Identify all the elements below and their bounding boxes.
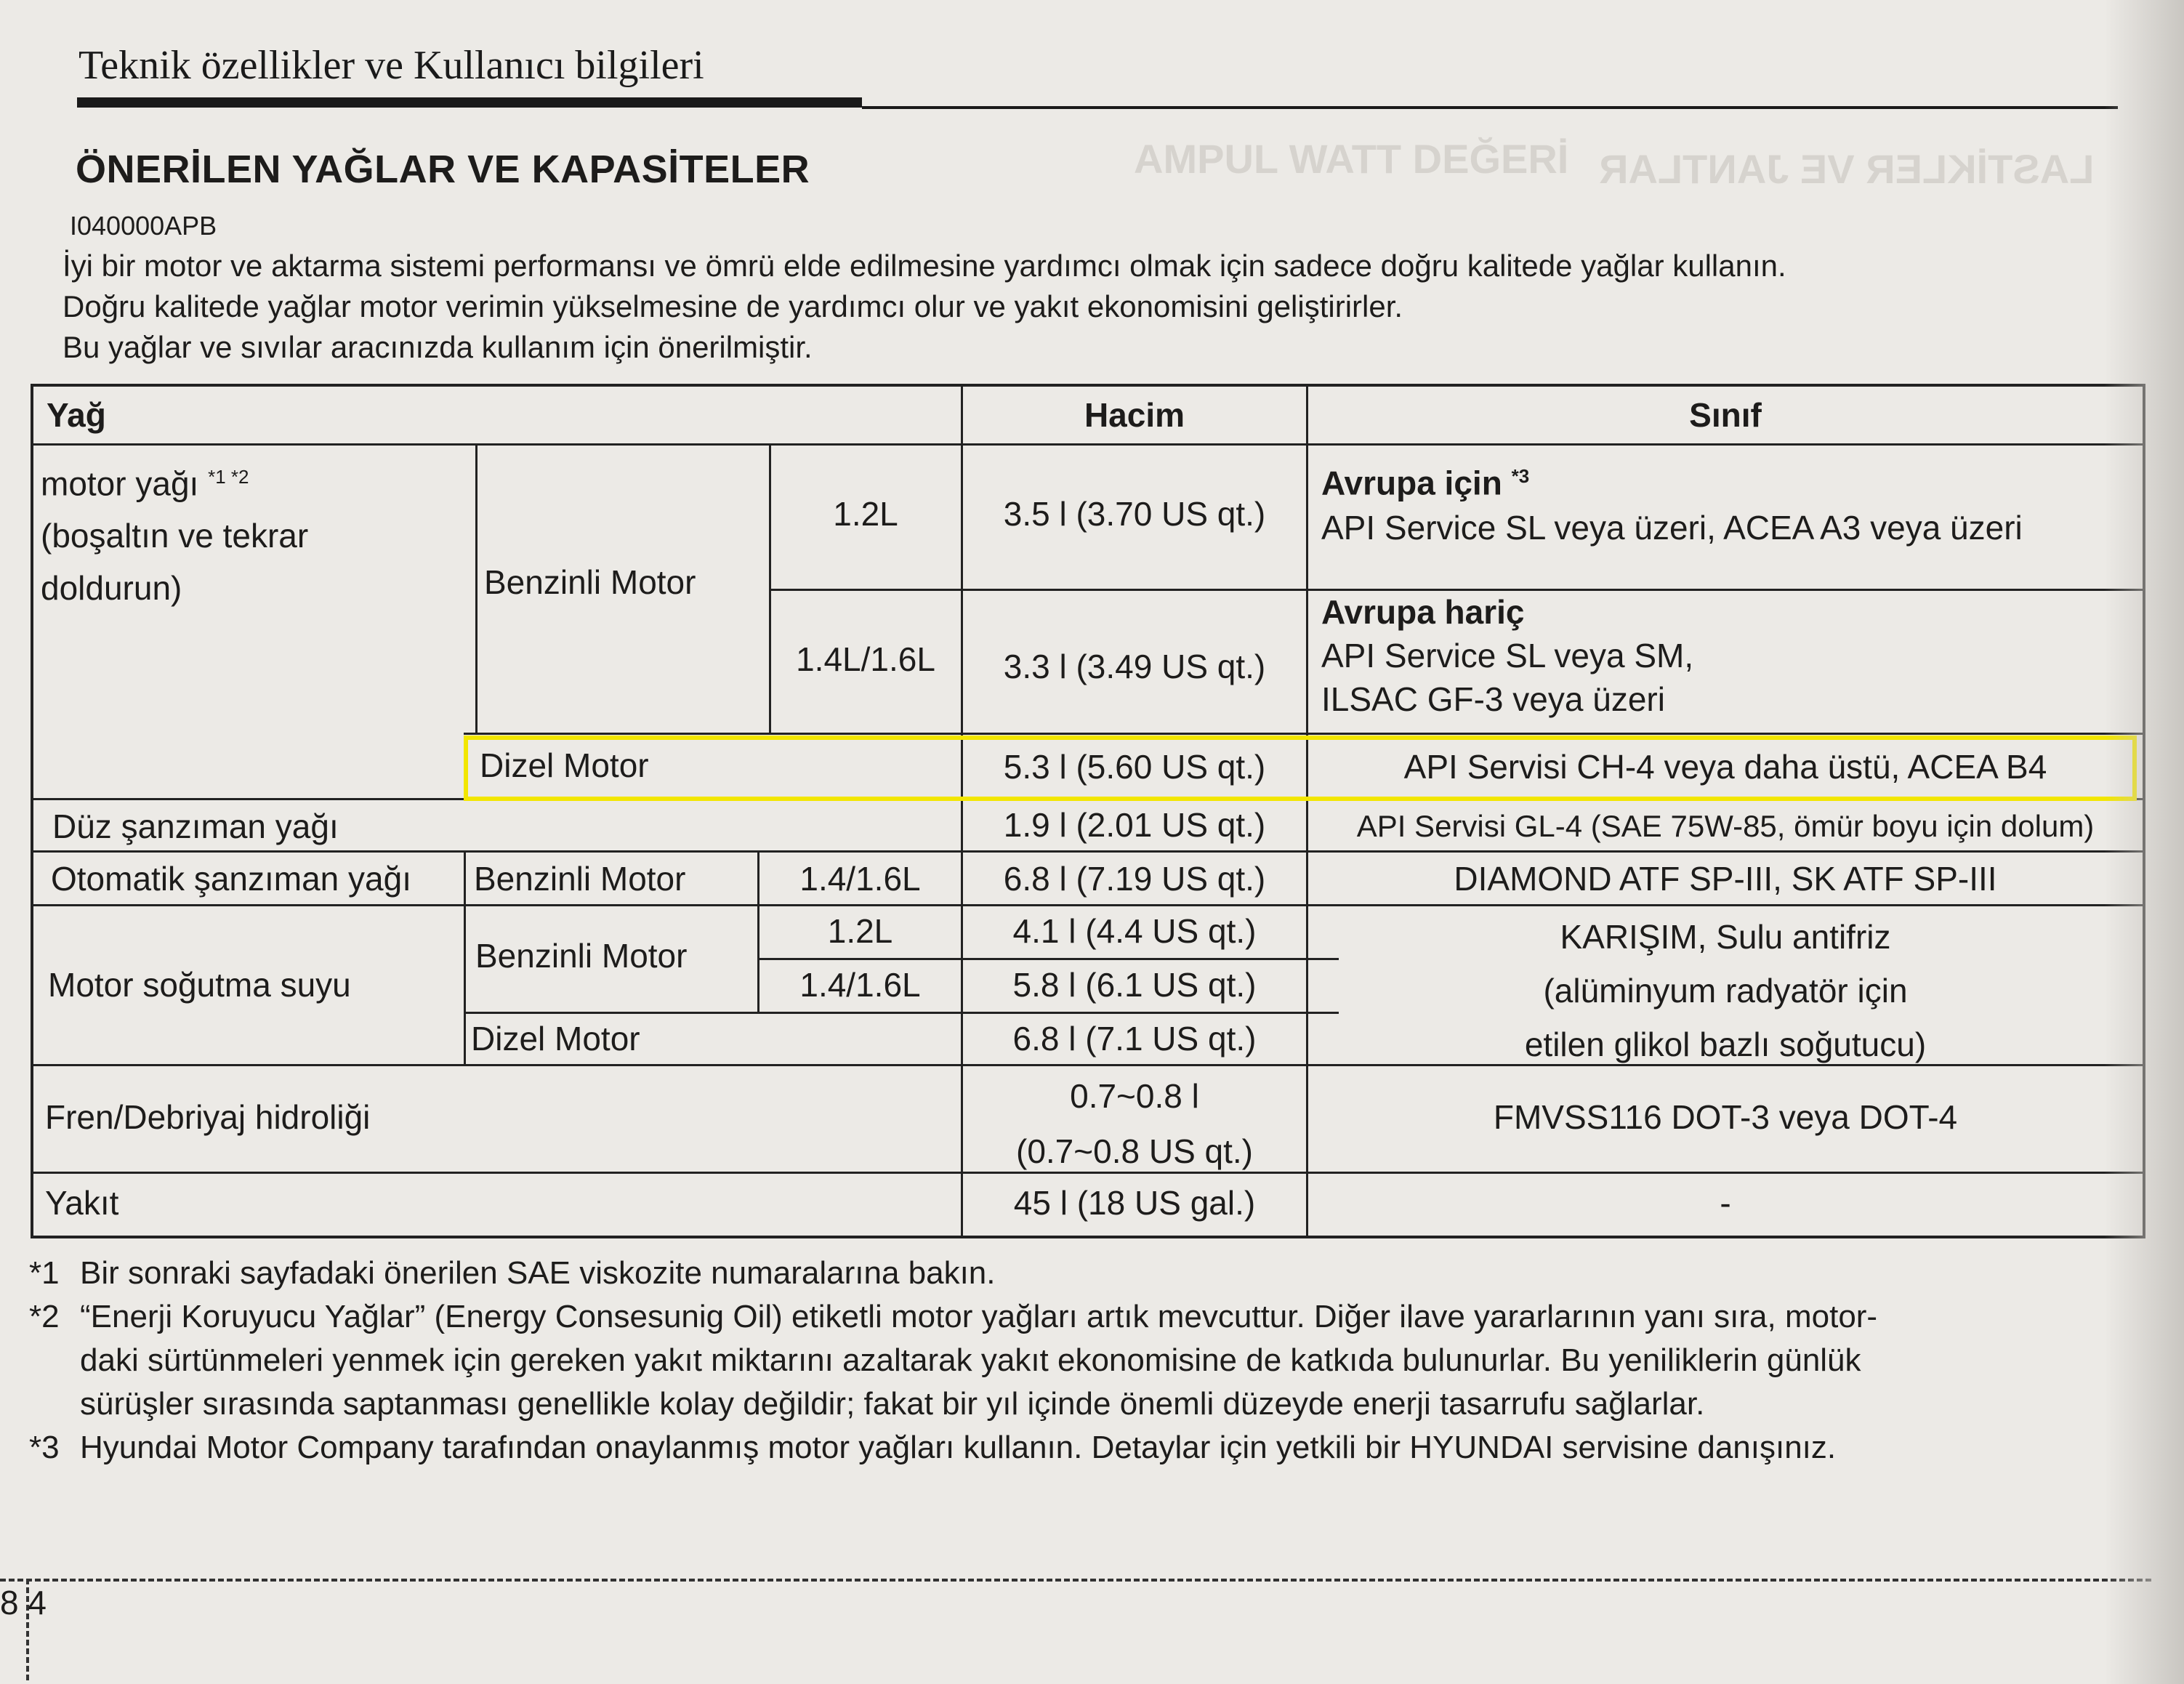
engine-oil-label-line: (boşaltın ve tekrar xyxy=(41,517,309,555)
europe-footnote-ref: *3 xyxy=(1511,465,1530,487)
diesel-row-highlight xyxy=(464,736,2137,801)
automatic-transmission-volume: 6.8 l (7.19 US qt.) xyxy=(1003,860,1266,898)
footnote-text: Bir sonraki sayfadaki önerilen SAE viskozite numaralarına bakın. xyxy=(80,1255,996,1291)
europe-title: Avrupa için xyxy=(1321,464,1502,502)
footnote-text: sürüşler sırasında saptanması genellikle kolay değildir; fakat bir yıl içinde önemli düzeyde enerji tasarrufu sağlarlar. xyxy=(80,1386,1705,1422)
coolant-row-rule xyxy=(31,904,2145,906)
coolant-spec-line: etilen glikol bazlı soğutucu) xyxy=(1524,1026,1927,1063)
engine-oil-label-line: doldurun) xyxy=(41,569,182,608)
engine-oil-size-12: 1.2L xyxy=(833,495,898,533)
engine-oil-diesel-spec: API Servisi CH-4 veya daha üstü, ACEA B4 xyxy=(1403,748,2047,786)
footnote-text: “Enerji Koruyucu Yağlar” (Energy Consesunig Oil) etiketli motor yağları artık mevcuttur. Diğer ilave yararlarının yanı sıra, motor- xyxy=(80,1299,1878,1334)
show-through-text-left: AMPUL WATT DEĞERİ xyxy=(1134,136,1569,182)
non-europe-spec-line: API Service SL veya SM, xyxy=(1321,637,1694,674)
brake-fluid-spec: FMVSS116 DOT-3 veya DOT-4 xyxy=(1493,1098,1958,1136)
coolant-volume-diesel: 6.8 l (7.1 US qt.) xyxy=(1012,1020,1257,1057)
header-rule-thick xyxy=(77,97,862,108)
coolant-volume-1416: 5.8 l (6.1 US qt.) xyxy=(1012,966,1257,1004)
fuel-spec: - xyxy=(1720,1184,1731,1222)
brake-fluid-label: Fren/Debriyaj hidroliği xyxy=(45,1098,371,1136)
show-through-text-right: LASTİKLER VE JANTLAR xyxy=(1599,146,2095,192)
page-number: 8 4 xyxy=(0,1584,47,1621)
brake-fluid-volume-line: 0.7~0.8 l xyxy=(1070,1077,1199,1115)
footnote-mark: *1 xyxy=(29,1255,60,1291)
automatic-transmission-engine: Benzinli Motor xyxy=(474,860,686,898)
engine-oil-diesel: Dizel Motor xyxy=(480,746,649,784)
page-header-title: Teknik özellikler ve Kullanıcı bilgileri xyxy=(78,43,704,88)
intro-line: Doğru kalitede yağlar motor verimin yükselmesine de yardımcı olur ve yakıt ekonomisini geliştirirler. xyxy=(63,289,1403,323)
header-rule-thin xyxy=(862,106,2118,109)
coolant-spec xyxy=(1308,910,2143,1071)
non-europe-spec-line: ILSAC GF-3 veya üzeri xyxy=(1321,680,1665,718)
intro-paragraph xyxy=(63,246,2156,368)
page-footer-dashed-rule xyxy=(0,1579,2151,1582)
non-europe-spec-block xyxy=(1321,590,1693,721)
table-border-bottom xyxy=(31,1236,2145,1238)
diesel-row-rule xyxy=(464,733,2145,735)
coolant-diesel-rule xyxy=(464,1012,1339,1014)
section-title: ÖNERİLEN YAĞLAR VE KAPASİTELER xyxy=(76,148,810,191)
automatic-transmission-spec: DIAMOND ATF SP-III, SK ATF SP-III xyxy=(1454,860,1997,898)
engine-oil-label xyxy=(41,451,308,614)
header-row-rule xyxy=(31,443,2145,446)
coolant-size-12: 1.2L xyxy=(827,912,893,950)
fuel-label: Yakıt xyxy=(45,1184,119,1222)
fuel-volume: 45 l (18 US gal.) xyxy=(1013,1184,1256,1222)
oil-capacity-table xyxy=(31,384,2145,1238)
table-border-top xyxy=(31,384,2145,387)
footnote-2 xyxy=(29,1295,2151,1426)
europe-spec-block xyxy=(1321,454,2023,550)
automatic-transmission-label: Otomatik şanzıman yağı xyxy=(51,860,411,898)
footnote-1 xyxy=(29,1252,2151,1295)
footnote-mark: *2 xyxy=(29,1299,60,1334)
header-oil: Yağ xyxy=(47,396,106,434)
manual-transmission-spec: API Servisi GL-4 (SAE 75W-85, ömür boyu için dolum) xyxy=(1356,809,2095,843)
engine-oil-label-line: motor yağı xyxy=(41,464,199,503)
intro-line: Bu yağlar ve sıvılar aracınızda kullanım için önerilmiştir. xyxy=(63,330,813,364)
footnote-3 xyxy=(29,1426,2151,1470)
footnote-text: daki sürtünmeleri yenmek için gereken yakıt miktarını azaltarak yakıt ekonomisine de katkıda bulunurlar. Bu yeniliklerin günlük xyxy=(80,1342,1861,1378)
brake-fluid-volume xyxy=(963,1068,1306,1179)
header-class: Sınıf xyxy=(1689,396,1762,434)
engine-oil-volume-12: 3.5 l (3.70 US qt.) xyxy=(1003,495,1266,533)
coolant-volume-12: 4.1 l (4.4 US qt.) xyxy=(1012,912,1257,950)
europe-spec: API Service SL veya üzeri, ACEA A3 veya üzeri xyxy=(1321,509,2023,547)
table-border-left xyxy=(31,384,33,1238)
coolant-size-1416: 1.4/1.6L xyxy=(799,966,921,1004)
automatic-row-rule xyxy=(31,850,2145,853)
engine-oil-volume-diesel: 5.3 l (5.60 US qt.) xyxy=(1003,748,1266,786)
engine-type-column-rule xyxy=(475,443,478,734)
engine-oil-footnote-ref: *1 *2 xyxy=(208,466,249,488)
coolant-label: Motor soğutma suyu xyxy=(48,966,351,1004)
engine-size-column-rule xyxy=(769,443,771,734)
automatic-transmission-size: 1.4/1.6L xyxy=(799,860,921,898)
coolant-diesel: Dizel Motor xyxy=(471,1020,640,1057)
coolant-type-column-rule xyxy=(464,850,466,1065)
coolant-spec-line: KARIŞIM, Sulu antifriz xyxy=(1560,918,1891,956)
non-europe-title: Avrupa hariç xyxy=(1321,593,1525,631)
manual-transmission-label: Düz şanzıman yağı xyxy=(52,807,339,845)
footnote-mark: *3 xyxy=(29,1430,60,1465)
header-volume: Hacim xyxy=(1084,396,1185,434)
engine-oil-volume-1416: 3.3 l (3.49 US qt.) xyxy=(1003,648,1266,685)
engine-oil-gasoline: Benzinli Motor xyxy=(484,563,696,601)
coolant-spec-line: (alüminyum radyatör için xyxy=(1543,972,1908,1010)
footnotes xyxy=(29,1252,2151,1470)
footnote-text: Hyundai Motor Company tarafından onaylanmış motor yağları kullanın. Detaylar için yetkili bir HYUNDAI servisine danışınız. xyxy=(80,1430,1837,1465)
coolant-split-rule xyxy=(757,958,1339,960)
brake-fluid-volume-line: (0.7~0.8 US qt.) xyxy=(1016,1132,1253,1170)
document-code: I040000APB xyxy=(70,211,217,241)
page-gutter-shadow xyxy=(2104,0,2184,1684)
engine-oil-size-1416: 1.4L/1.6L xyxy=(796,640,935,678)
coolant-gasoline: Benzinli Motor xyxy=(475,937,688,975)
manual-transmission-volume: 1.9 l (2.01 US qt.) xyxy=(1003,806,1266,844)
intro-line: İyi bir motor ve aktarma sistemi performansı ve ömrü elde edilmesine yardımcı olmak için sadece doğru kalitede yağlar kullanın. xyxy=(63,249,1786,283)
